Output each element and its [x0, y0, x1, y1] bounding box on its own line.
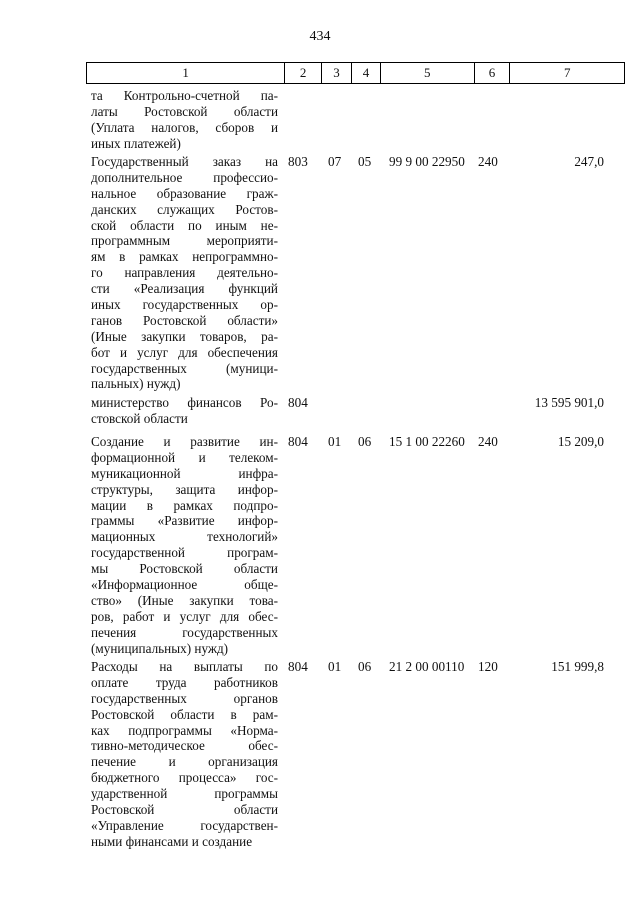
header-col-6: 6	[475, 63, 511, 83]
description-line: государственных органов	[91, 690, 278, 706]
cell-target-article: 15 1 00 22260	[389, 434, 465, 449]
cell-ved: 803	[288, 154, 308, 169]
description-line: ными финансами и создание	[91, 833, 253, 849]
header-col-1: 1	[87, 63, 285, 83]
cell-section: 01	[328, 434, 342, 449]
description-line: министерство финансов Ро-	[91, 395, 278, 410]
header-col-5: 5	[381, 63, 475, 83]
description-line: тивно-методическое обес-	[91, 738, 278, 754]
cell-expense-type: 240	[478, 154, 498, 169]
description-line: ров, работ и услуг для обес-	[91, 608, 278, 624]
cell-expense-type: 240	[478, 434, 498, 449]
description-line: государственных (муници-	[91, 360, 278, 376]
description-line: (Уплата налогов, сборов и	[91, 119, 278, 135]
description-line: ках подпрограммы «Норма-	[91, 722, 278, 738]
table-header-row	[86, 62, 625, 84]
header-col-7: 7	[563, 65, 571, 80]
description-line: Расходы на выплаты по	[91, 659, 278, 674]
description-line: сти «Реализация функций	[91, 281, 278, 297]
description-line: мационных технологий»	[91, 529, 278, 545]
description-line: та Контрольно-счетной па-	[91, 88, 278, 103]
description-line: дополнительное профессио-	[91, 169, 278, 185]
description-line: пальных) нужд)	[91, 376, 181, 392]
description-line: нальное образование граж-	[91, 185, 278, 201]
cell-description	[91, 434, 278, 656]
description-line: печение и организация	[91, 754, 278, 770]
description-line: Ростовской области в рам-	[91, 706, 278, 722]
description-line: бюджетного процесса» гос-	[91, 770, 278, 786]
page-number: 434	[309, 29, 331, 44]
cell-amount: 247,0	[574, 154, 604, 169]
cell-subsection: 05	[358, 154, 372, 169]
description-line: мы Ростовской области	[91, 561, 278, 577]
cell-description	[91, 88, 278, 152]
description-line: ской области по иным не-	[91, 217, 278, 233]
description-line: го направления деятельно-	[91, 265, 278, 281]
cell-subsection: 06	[358, 659, 372, 674]
header-col-3: 3	[322, 63, 352, 83]
description-line: (Иные закупки товаров, ра-	[91, 328, 278, 344]
description-line: оплате труда работников	[91, 674, 278, 690]
header-col-2: 2	[285, 63, 322, 83]
cell-ved: 804	[288, 659, 308, 674]
cell-section: 07	[328, 154, 342, 169]
description-line: мации в рамках подпро-	[91, 497, 278, 513]
description-line: «Информационное обще-	[91, 577, 278, 593]
description-line: ям в рамках непрограммно-	[91, 249, 278, 265]
cell-expense-type: 120	[478, 659, 498, 674]
cell-description	[91, 395, 278, 427]
description-line: ганов Ростовской области»	[91, 312, 278, 328]
description-line: ство» (Иные закупки това-	[91, 592, 278, 608]
description-line: данских служащих Ростов-	[91, 201, 278, 217]
description-line: граммы «Развитие инфор-	[91, 513, 278, 529]
header-col-4: 4	[352, 63, 381, 83]
cell-subsection: 06	[358, 434, 372, 449]
cell-description	[91, 659, 278, 850]
description-line: (муниципальных) нужд)	[91, 640, 229, 656]
description-line: Государственный заказ на	[91, 154, 278, 169]
description-line: государственной програм-	[91, 545, 278, 561]
description-line: латы Ростовской области	[91, 103, 278, 119]
cell-amount: 13 595 901,0	[534, 395, 604, 410]
cell-description	[91, 154, 278, 392]
cell-amount: 151 999,8	[551, 659, 604, 674]
cell-ved: 804	[288, 395, 308, 410]
description-line: стовской области	[91, 410, 188, 426]
cell-target-article: 21 2 00 00110	[389, 659, 465, 674]
description-line: структуры, защита инфор-	[91, 481, 278, 497]
cell-section: 01	[328, 659, 342, 674]
description-line: ударственной программы	[91, 786, 278, 802]
description-line: бот и услуг для обеспечения	[91, 344, 278, 360]
description-line: Ростовской области	[91, 802, 278, 818]
description-line: «Управление государствен-	[91, 817, 278, 833]
description-line: печения государственных	[91, 624, 278, 640]
cell-amount: 15 209,0	[557, 434, 604, 449]
description-line: муникационной инфра-	[91, 465, 278, 481]
description-line: формационной и телеком-	[91, 449, 278, 465]
description-line: иных государственных ор-	[91, 297, 278, 313]
cell-ved: 804	[288, 434, 308, 449]
description-line: Создание и развитие ин-	[91, 434, 278, 449]
description-line: программным мероприяти-	[91, 233, 278, 249]
cell-target-article: 99 9 00 22950	[389, 154, 465, 169]
description-line: иных платежей)	[91, 135, 181, 151]
